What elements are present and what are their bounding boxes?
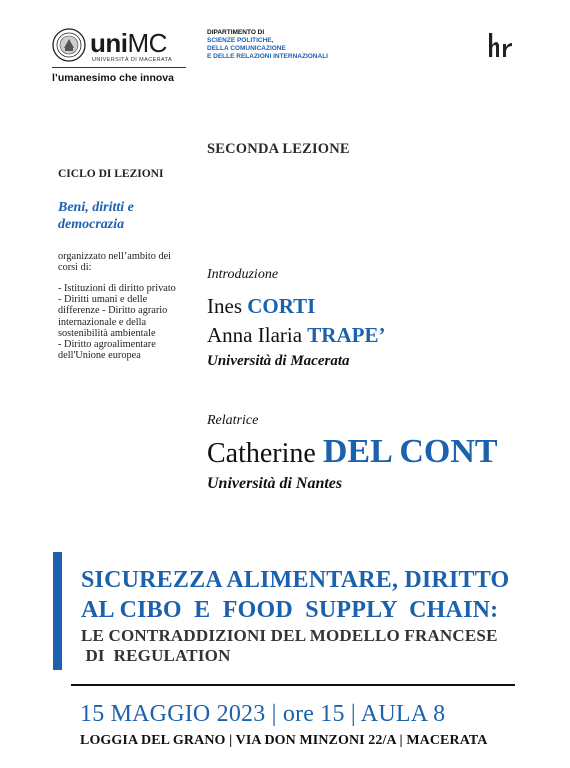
series-title: Beni, diritti e democrazia [58, 200, 134, 232]
university-logo-text [90, 30, 167, 56]
accent-bar [53, 552, 62, 670]
speaker-first-name: Ines [207, 294, 242, 318]
main-speaker [207, 435, 498, 471]
department-line: DIPARTIMENTO DI [207, 29, 265, 36]
event-title-line: AL CIBO E FOOD SUPPLY CHAIN: [81, 597, 499, 623]
event-subtitle-line: LE CONTRADDIZIONI DEL MODELLO FRANCESE [81, 626, 498, 645]
divider [71, 684, 515, 686]
speaker-affiliation: Università di Nantes [207, 475, 343, 492]
course-item: - Diritto agroalimentare dell'Unione europea [58, 339, 156, 362]
event-title-line: SICUREZZA ALIMENTARE, DIRITTO [81, 567, 510, 593]
speaker-label: Relatrice [207, 413, 259, 428]
course-item: - Diritti umani e delle differenze - Diritto agrario internazionale e della sostenibilità ambientale [58, 294, 168, 339]
motto: l’umanesimo che innova [52, 72, 174, 84]
department-block [207, 29, 328, 61]
cycle-label: CICLO DI LEZIONI [58, 168, 164, 180]
event-datetime: 15 MAGGIO 2023 | ore 15 | AULA 8 [80, 701, 446, 727]
lecture-label: SECONDA LEZIONE [207, 141, 350, 157]
logo-name-light: MC [127, 28, 167, 58]
organized-note: organizzato nell’ambito dei corsi di: [58, 251, 172, 274]
speaker-first-name: Catherine [207, 438, 316, 469]
department-line: E DELLE RELAZIONI INTERNAZIONALI [207, 53, 328, 60]
speaker-last-name: DEL CONT [322, 433, 498, 470]
logo-subtitle: UNIVERSITÀ DI MACERATA [92, 57, 173, 63]
intro-speaker [207, 294, 315, 319]
event-title [81, 565, 541, 625]
department-line: SCIENZE POLITICHE, [207, 37, 274, 44]
intro-label: Introduzione [207, 267, 279, 282]
course-item: - Istituzioni di diritto privato [58, 283, 176, 294]
department-line: DELLA COMUNICAZIONE [207, 45, 286, 52]
course-list [58, 283, 190, 361]
speaker-first-name: Anna Ilaria [207, 323, 303, 347]
logo-divider [52, 67, 186, 68]
event-venue: LOGGIA DEL GRANO | VIA DON MINZONI 22/A | MACERATA [80, 733, 488, 748]
university-seal-icon [52, 28, 86, 62]
speaker-last-name: TRAPE’ [307, 323, 386, 347]
speaker-last-name: CORTI [247, 294, 316, 318]
intro-speaker [207, 323, 385, 348]
logo-name: uni [90, 28, 128, 58]
event-subtitle-line: DI REGULATION [81, 646, 231, 665]
intro-affiliation: Università di Macerata [207, 353, 350, 369]
event-subtitle [81, 626, 541, 666]
hr-logo-icon [486, 31, 514, 61]
